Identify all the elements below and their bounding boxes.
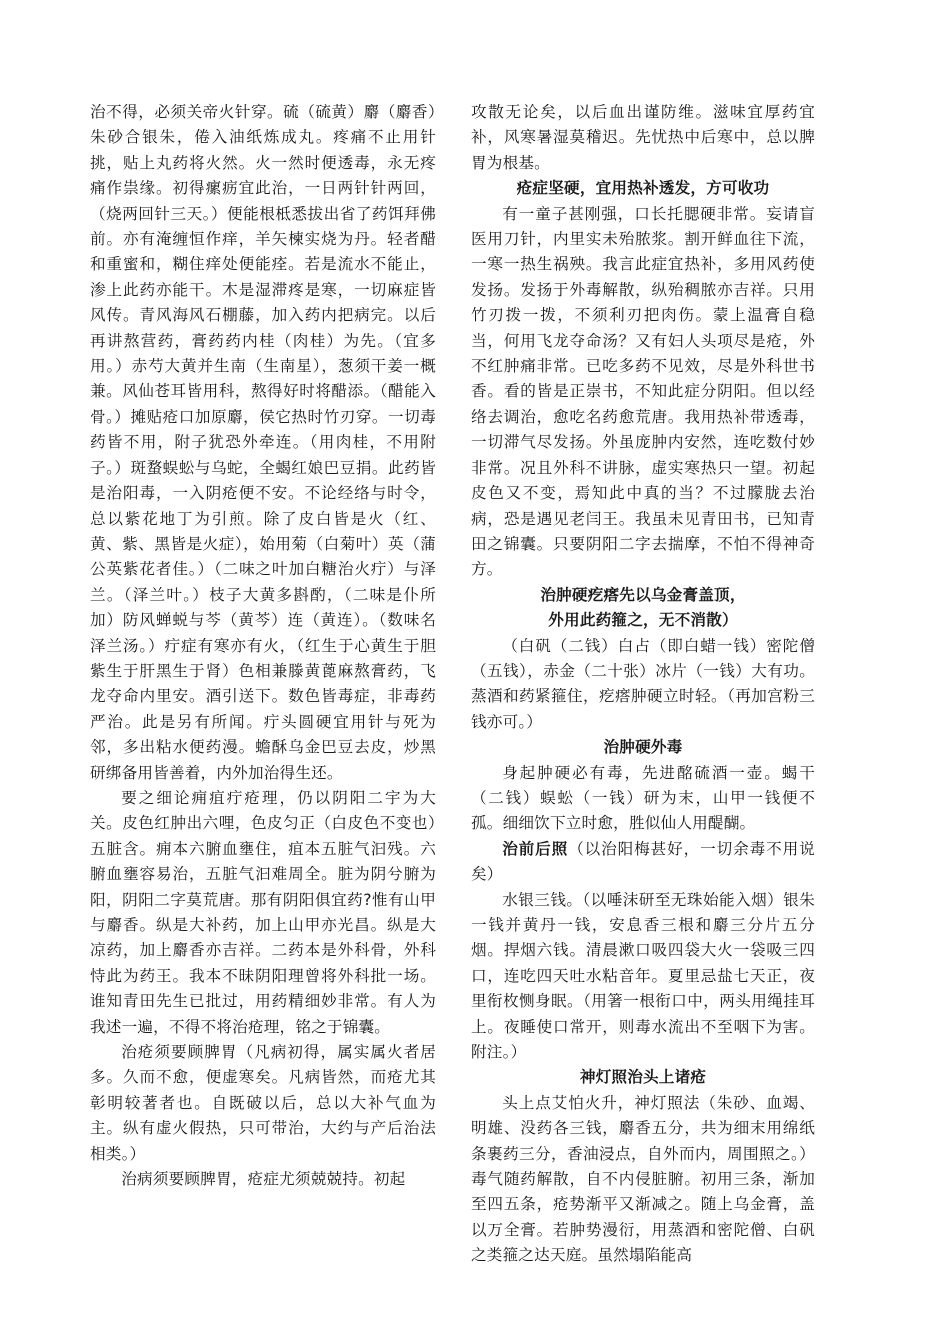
section-heading: 外用此药箍之，无不消散） [548, 611, 738, 630]
paragraph: 要之细论痈疽疔疮理，仍以阴阳二宇为大关。皮色红肿出六哩，色皮匀正（白皮色不变也）五脏含。痈本六腑血壅住，疽本五脏气汩残。六腑血壅容易治，五脏气汩难周全。脏为阴兮腑为阳，阴阳二字莫荒唐。那有阴阳俱宜药?惟有山甲与麝香。纵是大补药，加上山甲亦光昌。纵是大凉药，加上麝香亦吉祥。二药本是外科骨，外科恃此为药王。我本不昧阴阳理曾将外科批一场。谁知青田先生已批过，用药精细妙非常。有人为我述一遍，不得不将治疮理，铭之于锦囊。 [90, 788, 436, 1036]
paragraph: 治病须要顾脾胃，疮症尤须兢兢持。初起 [121, 1170, 406, 1189]
section-heading: 神灯照治头上诸疮 [579, 1068, 707, 1087]
paragraph: 有一童子甚刚强，口长托腮硬非常。妄请盲医用刀针，内里实未殆脓浆。割开鲜血往下流，一寒一热生祸殃。我言此症宜热补，多用风药使发扬。发扬于外毒解散，纵殆稠脓亦吉祥。只用竹刃拨一拨，不须利刃把肉伤。蒙上温膏自稳当，何用飞龙夺命汤？又有妇人头项尽是疮，外不红肿痛非常。已吃多药不见效，尽是外科世书香。看的皆是正崇书，不知此症分阴阳。但以经络去调治，愈吃名药愈荒唐。我用热补带透毒，一切滞气尽发扬。外虽庞肿内安然，连吃数付妙非常。况且外科不讲脉，虚实寒热只一望。初起皮色又不变，焉知此中真的当？不过朦胧去治病，恐是遇见老闫王。我虽未见青田书，已知青田之锦囊。只要阴阳二字去揣摩，不怕不得神奇方。 [471, 204, 815, 579]
paragraph: 头上点艾怕火升，神灯照法（朱砂、血竭、明雄、没药各三钱，麝香五分，共为细末用绵纸条裹药三分，香油浸点，自外而内，周围照之。）毒气随药解散，自不内侵脏腑。初用三条，渐加至四五条，疮势渐平又渐减之。随上乌金膏，盖以万全膏。若肿势漫衍，用蒸酒和密陀僧、白矾之类箍之达天庭。虽然塌陷能高 [471, 1093, 815, 1265]
paragraph: （白矾（二钱）白占（即白蜡一钱）密陀僧（五钱），赤金（二十张）冰片（一钱）大有功。蒸酒和药紧箍住，疙瘩肿硬立时轻。（再加宫粉三钱亦可。） [471, 636, 815, 731]
paragraph: 攻散无论矣，以后血出谨防维。滋味宜厚药宜补，风寒暑湿莫稽迟。先忧热中后寒中，总以脾胃为根基。 [471, 103, 815, 172]
right-column [471, 100, 815, 1269]
inline-text: （以治阳梅甚好，一切余毒不用说矣） [471, 839, 815, 884]
left-column [90, 100, 436, 1192]
mixed-heading-paragraph [471, 837, 815, 888]
paragraph: 治疮须要顾脾胃（凡病初得，属实属火者居多。久而不愈，便虚寒矣。凡病皆然，而疮尤其彰明较著者也。自既破以后，总以大补气血为主。纵有虚火假热，只可带治，大约与产后治法相类。） [90, 1043, 436, 1163]
paragraph: 身起肿硬必有毒，先进酩硫酒一壶。蝎干（二钱）蜈蚣（一钱）研为末，山甲一钱便不孤。细细饮下立时愈，胜似仙人用醍醐。 [471, 763, 815, 833]
section-heading: 治肿硬外毒 [603, 738, 683, 757]
section-heading: 治肿硬疙瘩先以乌金膏盖顶， [540, 585, 746, 604]
inline-heading: 治前后照 [502, 839, 569, 858]
paragraph: 治不得，必须关帝火针穿。硫（硫黄）麝（麝香）朱砂合银朱，倦入油纸炼成丸。疼痛不止用针挑，贴上丸药将火然。火一然时便透毒，永无疼痛作祟缘。初得瘰疬宜此治，一日两针针两回，（烧两回针三天。）便能根柢悉拔出省了药饵拜佛前。亦有淹缠恒作痒，羊矢楝实烧为丹。轻者醋和重蜜和，糊住痒处便能痊。若是流水不能止，渗上此药亦能干。木是湿滞疼是寒，一切麻症皆风传。青风海风石棚藤，加入药内把病完。以后再讲熬营药，膏药药内桂（肉桂）为先。（宜多用。）赤芍大黄并生南（生南星），葱须干姜一概兼。风仙苍耳皆用科，熬得好时将醋添。（醋能入骨。）摊贴疮口加原麝，侯它热时竹刃穿。一切毒药皆不用，附子犹恐外牵连。（用肉桂，不用附子。）斑蝥蜈蚣与乌蛇，全蝎红娘巴豆捐。此药皆是治阳毒，一入阴疮便不安。不论经络与时令，总以紫花地丁为引煎。除了皮白皆是火（红、黄、紫、黑皆是火症），始用菊（白菊叶）英（蒲公英紫花者佳。）（二味之叶加白糖治火疔）与泽兰。（泽兰叶。）枝子大黄多斟酌，（二味是仆所加）防风蝉蜕与芩（黄芩）连（黄连）。（数味名泽兰汤。）疔症有寒亦有火，（红生于心黄生于胆紫生于肝黑生于肾）色相兼滕黄蓖麻熬膏药，飞龙夺命内里安。酒引送下。数色皆毒症，非毒药严治。此是另有所闻。疔头圆硬宜用针与死为邻，多出粘水便药漫。蟾酥乌金巴豆去皮，炒黑研绑备用皆善着，内外加治得生还。 [90, 103, 436, 782]
paragraph: 水银三钱。（以唾沫研至无珠始能入烟）银朱一钱并黄丹一钱，安息香三根和麝三分片五分烟。捍烟六钱。清晨漱口吸四袋大火一袋吸三四口，连吃四天吐水粘音年。夏里忌盐七天正，夜里衔枚恻身眠。（用箸一根衔口中，两头用绳挂耳上。夜睡使口常开，则毒水流出不至咽下为害。附注。） [471, 890, 815, 1062]
section-heading: 疮症坚硬，宜用热补透发，方可收功 [516, 179, 770, 198]
